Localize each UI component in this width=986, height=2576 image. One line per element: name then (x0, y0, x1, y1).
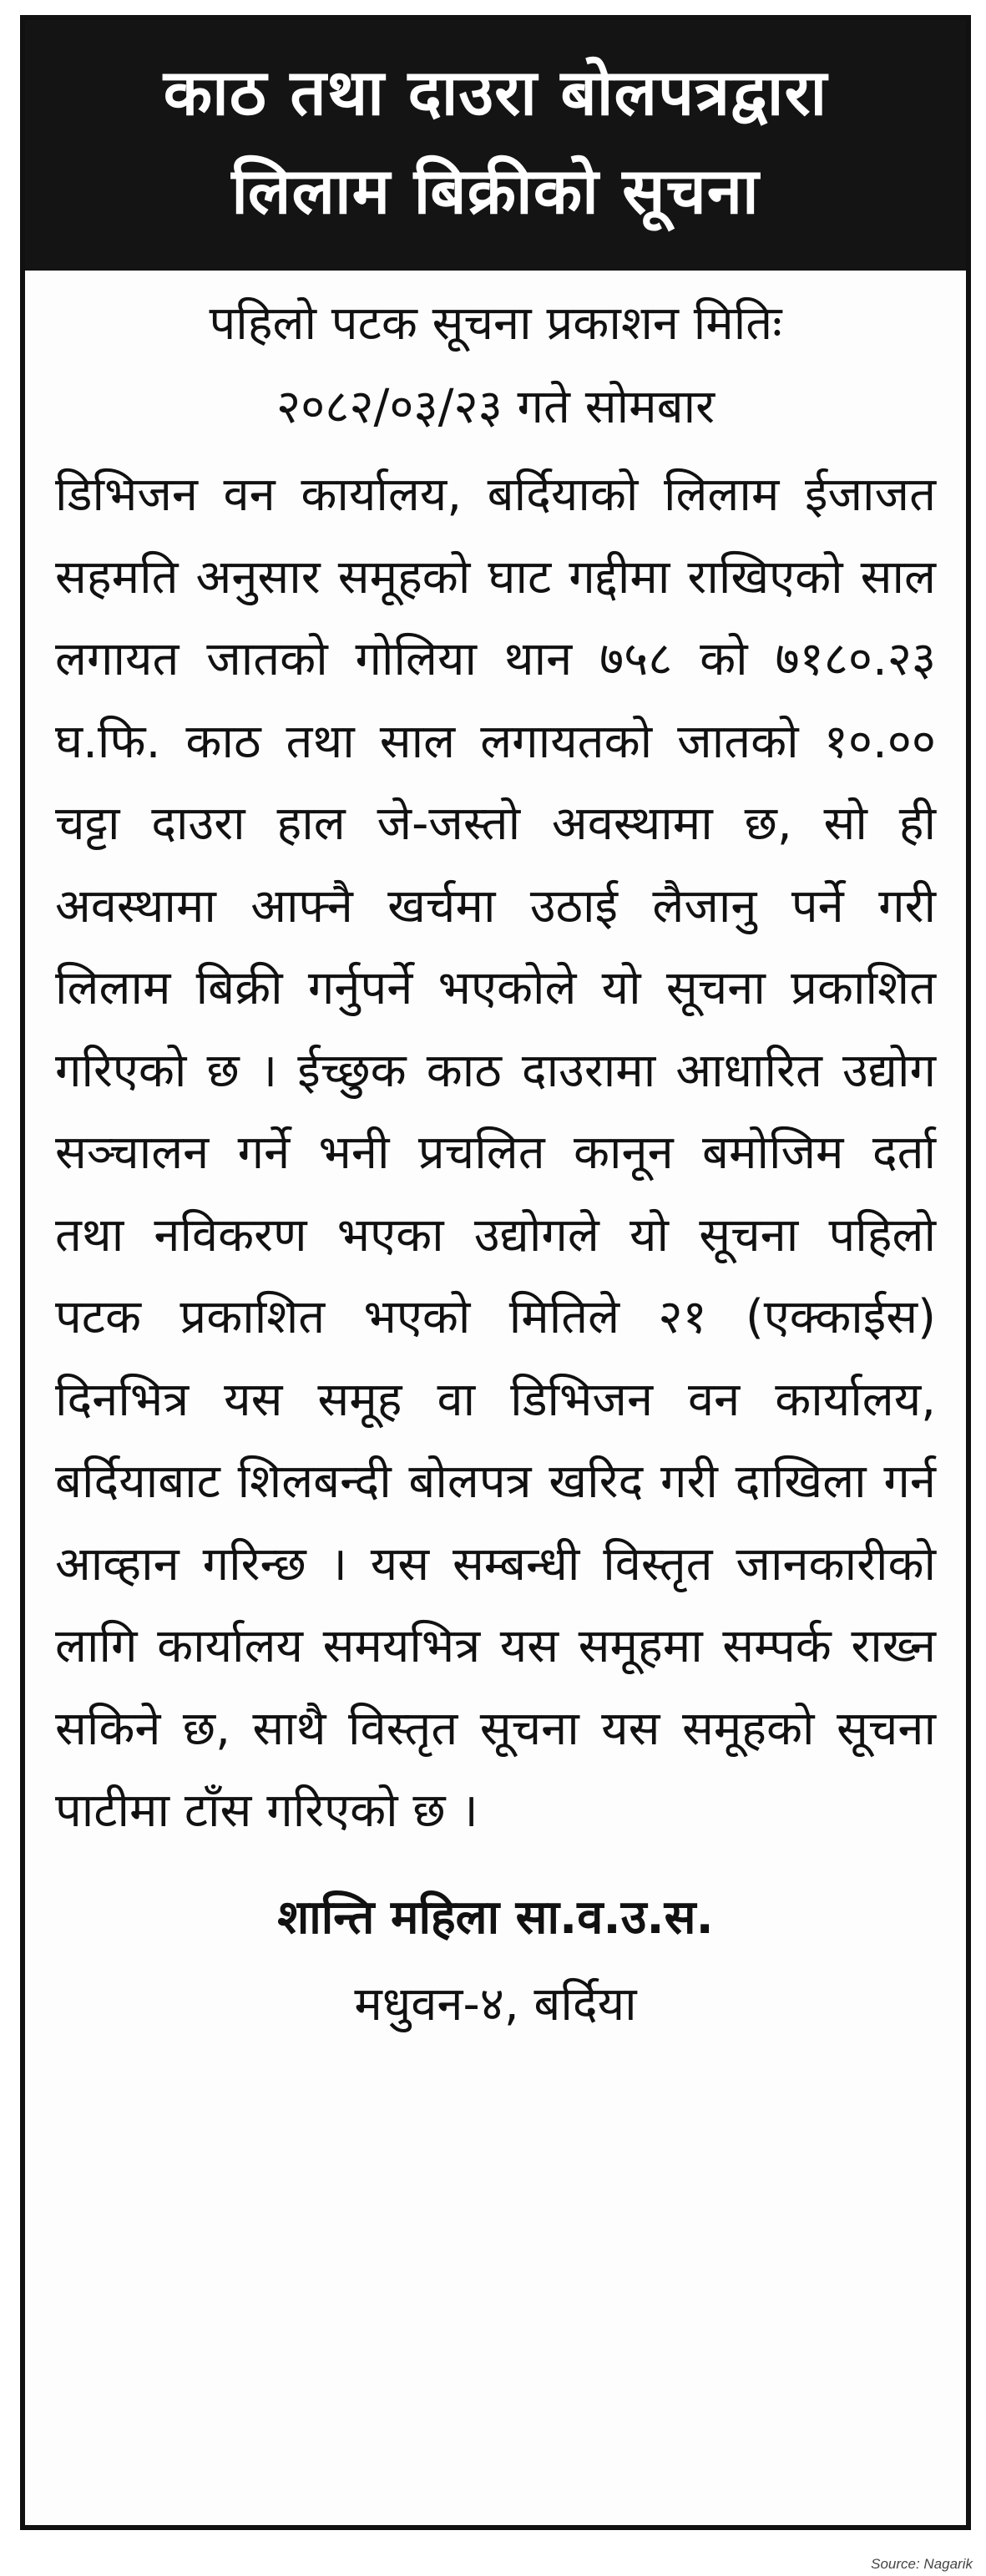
publication-date (55, 282, 936, 449)
notice-header (25, 20, 966, 271)
publication-label: पहिलो पटक सूचना प्रकाशन मितिः (209, 296, 782, 351)
notice-title-line2: लिलाम बिक्रीको सूचना (231, 154, 760, 228)
notice-body (55, 271, 936, 2048)
signature-block (55, 1875, 936, 2048)
signature-address: मधुवन-४, बर्दिया (354, 1976, 637, 2032)
source-credit: Source: Nagarik (871, 2556, 973, 2572)
notice-body-text: डिभिजन वन कार्यालय, बर्दियाको लिलाम ईजाजत सहमति अनुसार समूहको घाट गद्दीमा राखिएको साल लगायत जातको गोलिया थान ७५८ को ७१८०.२३ घ.फि. काठ तथा साल लगायतको जातको १०.०० चट्टा दाउरा हाल जे-जस्तो अवस्थामा छ, सो ही अवस्थामा आफ्नै खर्चमा उठाई लैजानु पर्ने गरी लिलाम बिक्री गर्नुपर्ने भएकोले यो सूचना प्रकाशित गरिएको छ । ईच्छुक काठ दाउरामा आधारित उद्योग सञ्चालन गर्ने भनी प्रचलित कानून बमोजिम दर्ता तथा नविकरण भएका उद्योगले यो सूचना पहिलो पटक प्रकाशित भएको मितिले २१ (एक्काईस) दिनभित्र यस समूह वा डिभिजन वन कार्यालय, बर्दियाबाट शिलबन्दी बोलपत्र खरिद गरी दाखिला गर्न आव्हान गरिन्छ । यस सम्बन्धी विस्तृत जानकारीको लागि कार्यालय समयभित्र यस समूहमा सम्पर्क राख्न सकिने छ, साथै विस्तृत सूचना यस समूहको सूचना पाटीमा टाँस गरिएको छ । (55, 468, 936, 1838)
notice-title-line1: काठ तथा दाउरा बोलपत्रद्वारा (163, 55, 828, 129)
publication-date-value: २०८२/०३/२३ गते सोमबार (276, 380, 715, 434)
signature-name: शान्ति महिला सा.व.उ.स. (277, 1890, 714, 1945)
tender-notice (20, 15, 971, 2530)
